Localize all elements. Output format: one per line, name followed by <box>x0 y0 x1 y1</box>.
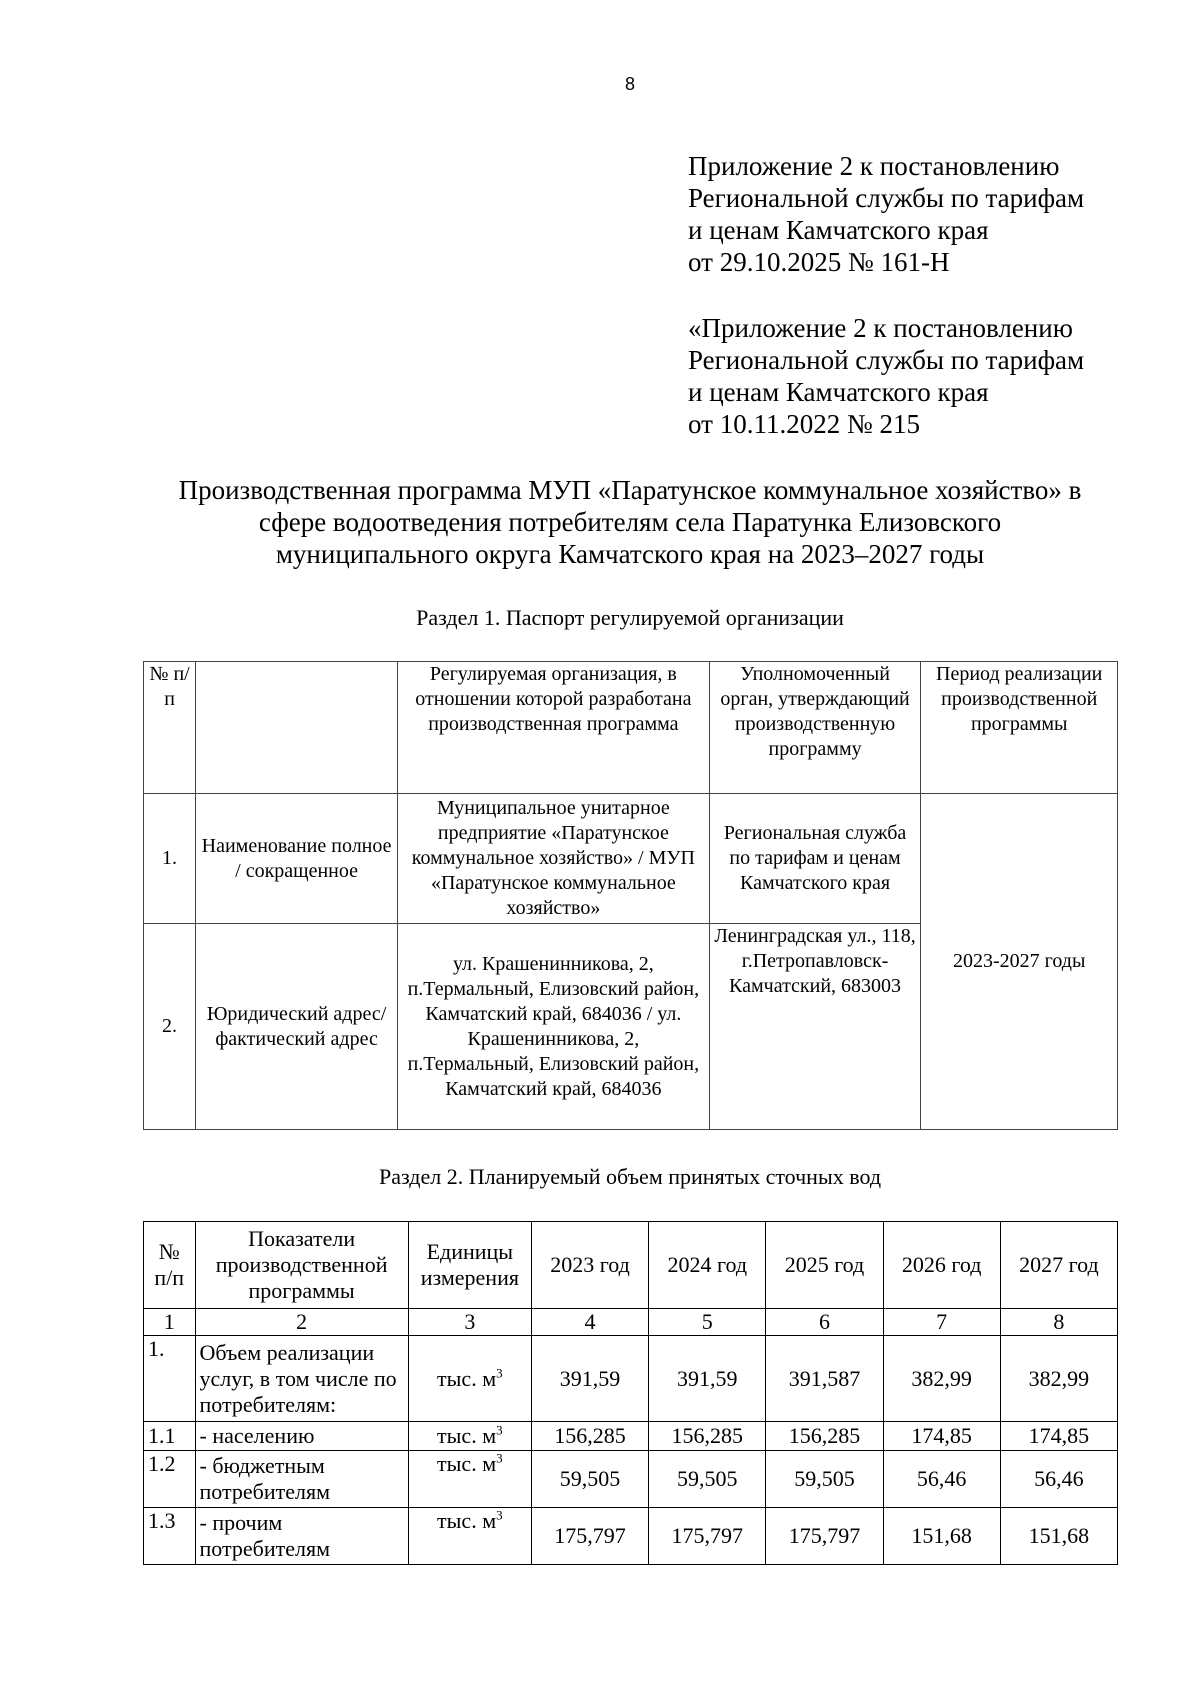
unit-sup: 3 <box>496 1450 503 1466</box>
row-org: ул. Крашенинникова, 2, п.Термальный, Елизовский район, Камчатский край, 684036 / ул. Крашенинникова, 2, п.Термальный, Елизовский район, Камчатский край, 684036 <box>398 924 710 1130</box>
row-unit <box>408 1336 531 1422</box>
unit-text: тыс. м <box>437 1365 497 1391</box>
table-row <box>144 1422 1118 1451</box>
section1-title: Раздел 1. Паспорт регулируемой организации <box>416 605 844 630</box>
appendix-line: и ценам Камчатского края <box>688 215 989 245</box>
header-year: 2023 год <box>531 1222 648 1309</box>
header-indicator: Показатели производственной программы <box>195 1222 408 1309</box>
appendix-line: от 10.11.2022 № 215 <box>688 409 920 439</box>
unit-sup: 3 <box>496 1422 503 1438</box>
row-value: 174,85 <box>883 1422 1000 1451</box>
row-value: 59,505 <box>531 1451 648 1508</box>
row-authority: Ленинградская ул., 118, г.Петропавловск-Камчатский, 683003 <box>709 924 921 1130</box>
column-number: 7 <box>883 1309 1000 1336</box>
table-row <box>144 1508 1118 1565</box>
row-value: 56,46 <box>1000 1451 1117 1508</box>
row-value: 151,68 <box>1000 1508 1117 1565</box>
row-label: Юридический адрес/фактический адрес <box>196 924 398 1130</box>
row-num: 2. <box>144 924 196 1130</box>
period-cell: 2023-2027 годы <box>921 794 1118 1130</box>
column-number: 4 <box>531 1309 648 1336</box>
header-num: № п/п <box>144 662 196 794</box>
table-row <box>144 1451 1118 1508</box>
passport-table <box>143 661 1118 1130</box>
appendix-line: от 29.10.2025 № 161-Н <box>688 247 950 277</box>
row-value: 382,99 <box>1000 1336 1117 1422</box>
row-value: 156,285 <box>649 1422 766 1451</box>
unit-text: тыс. м <box>437 1508 497 1533</box>
row-value: 156,285 <box>531 1422 648 1451</box>
appendix-line: Региональной службы по тарифам <box>688 183 1085 213</box>
page-number: 8 <box>624 74 635 94</box>
column-number: 6 <box>766 1309 883 1336</box>
appendix-line: и ценам Камчатского края <box>688 377 989 407</box>
appendix-header-new <box>688 150 1168 278</box>
column-number: 1 <box>144 1309 196 1336</box>
row-num: 1.1 <box>144 1422 196 1451</box>
row-label: Наименование полное / сокращенное <box>196 794 398 924</box>
header-authority: Уполномоченный орган, утверждающий производственную программу <box>709 662 921 794</box>
row-value: 391,59 <box>649 1336 766 1422</box>
row-unit <box>408 1451 531 1508</box>
unit-sup: 3 <box>496 1507 503 1523</box>
row-value: 391,59 <box>531 1336 648 1422</box>
header-year: 2027 год <box>1000 1222 1117 1309</box>
row-num: 1.3 <box>144 1508 196 1565</box>
row-value: 175,797 <box>531 1508 648 1565</box>
title-line: сфере водоотведения потребителям села Паратунка Елизовского <box>258 507 1002 537</box>
unit-sup: 3 <box>496 1365 503 1381</box>
volume-table <box>143 1221 1118 1565</box>
appendix-line: Приложение 2 к постановлению <box>688 151 1060 181</box>
header-year: 2024 год <box>649 1222 766 1309</box>
header-num: № п/п <box>144 1222 196 1309</box>
row-value: 151,68 <box>883 1508 1000 1565</box>
unit-text: тыс. м <box>437 1451 497 1476</box>
row-indicator: - населению <box>195 1422 408 1451</box>
title-line: Производственная программа МУП «Паратунское коммунальное хозяйство» в <box>178 475 1082 505</box>
row-indicator: Объем реализации услуг, в том числе по потребителям: <box>195 1336 408 1422</box>
header-year: 2026 год <box>883 1222 1000 1309</box>
title-line: муниципального округа Камчатского края на 2023–2027 годы <box>275 539 985 569</box>
appendix-line: «Приложение 2 к постановлению <box>688 313 1073 343</box>
header-period: Период реализации производственной программы <box>921 662 1118 794</box>
row-org: Муниципальное унитарное предприятие «Паратунское коммунальное хозяйство» / МУП «Паратунское коммунальное хозяйство» <box>398 794 710 924</box>
row-authority: Региональная служба по тарифам и ценам Камчатского края <box>709 794 921 924</box>
table-row <box>144 794 1118 924</box>
row-indicator: - прочим потребителям <box>195 1508 408 1565</box>
column-number: 5 <box>649 1309 766 1336</box>
row-indicator: - бюджетным потребителям <box>195 1451 408 1508</box>
row-value: 175,797 <box>649 1508 766 1565</box>
row-value: 59,505 <box>649 1451 766 1508</box>
row-value: 56,46 <box>883 1451 1000 1508</box>
row-value: 156,285 <box>766 1422 883 1451</box>
header-empty <box>196 662 398 794</box>
row-num: 1.2 <box>144 1451 196 1508</box>
table-row <box>144 1336 1118 1422</box>
section2-title: Раздел 2. Планируемый объем принятых сточных вод <box>378 1164 882 1189</box>
table-header-row <box>144 1222 1118 1309</box>
row-num: 1. <box>144 1336 196 1422</box>
row-value: 175,797 <box>766 1508 883 1565</box>
row-value: 391,587 <box>766 1336 883 1422</box>
table-header-row <box>144 662 1118 794</box>
column-number-row <box>144 1309 1118 1336</box>
row-value: 174,85 <box>1000 1422 1117 1451</box>
appendix-header-old <box>688 312 1168 440</box>
row-value: 59,505 <box>766 1451 883 1508</box>
row-value: 382,99 <box>883 1336 1000 1422</box>
column-number: 2 <box>195 1309 408 1336</box>
row-unit <box>408 1422 531 1451</box>
header-year: 2025 год <box>766 1222 883 1309</box>
column-number: 3 <box>408 1309 531 1336</box>
document-title <box>140 474 1120 570</box>
row-num: 1. <box>144 794 196 924</box>
column-number: 8 <box>1000 1309 1117 1336</box>
appendix-line: Региональной службы по тарифам <box>688 345 1085 375</box>
header-unit: Единицы измерения <box>408 1222 531 1309</box>
unit-text: тыс. м <box>437 1423 497 1448</box>
header-org: Регулируемая организация, в отношении которой разработана производственная программа <box>398 662 710 794</box>
row-unit <box>408 1508 531 1565</box>
